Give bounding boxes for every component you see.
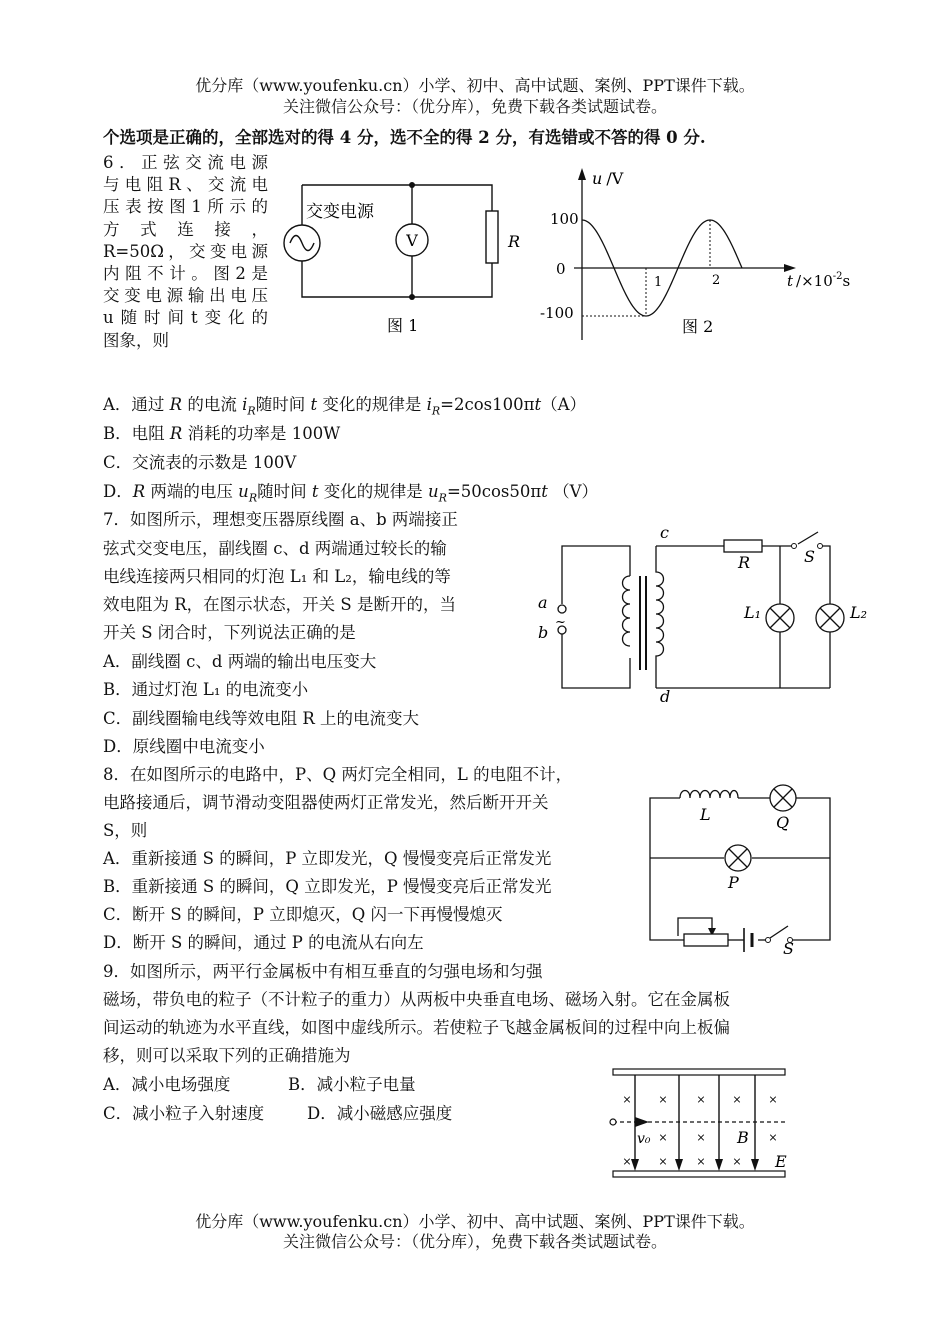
- q9-stem-line: 移，则可以采取下列的正确措施为: [103, 1046, 351, 1065]
- y-axis-arrow-icon: [578, 168, 586, 180]
- x-tick-2: 2: [712, 273, 721, 288]
- q6-stem-line: u随时间t变化的: [103, 308, 268, 328]
- q8-option-c: C．断开 S 的瞬间，P 立即熄灭，Q 闪一下再慢慢熄灭: [103, 905, 503, 924]
- label-r: R: [738, 553, 751, 572]
- lamp-q-icon: [770, 785, 796, 811]
- label-b: b: [538, 623, 549, 642]
- q7-stem-line: 弦式交变电压，副线圈 c、d 两端通过较长的输: [103, 539, 447, 558]
- q7-option-d: D．原线圈中电流变小: [103, 737, 265, 756]
- q6-option-d: D．R 两端的电压 $u_R$随时间 t 变化的规律是 $u_R=50\cos 50\pi t$ （V）: [103, 482, 599, 505]
- magnetic-field-cross: ×: [622, 1093, 632, 1106]
- voltmeter-label: V: [406, 231, 418, 250]
- label-p: P: [728, 873, 739, 892]
- upper-plate: [613, 1069, 785, 1075]
- lower-plate: [613, 1171, 785, 1177]
- q6-stem-line: 方式连接，: [103, 219, 268, 239]
- magnetic-field-cross: ×: [658, 1131, 668, 1144]
- q6-figure-2-chart: [530, 160, 870, 350]
- ac-symbol: ~: [555, 615, 566, 630]
- q6-stem-line: 交变电源输出电压: [103, 286, 268, 306]
- label-inductor: L: [700, 805, 711, 824]
- magnetic-field-cross: ×: [732, 1155, 742, 1168]
- section-intro: 个选项是正确的，全部选对的得 4 分，选不全的得 2 分，有选错或不答的得 0 分.: [103, 128, 706, 147]
- figure-2-caption: 图 2: [682, 317, 714, 336]
- q6-option-a: A．通过 R 的电流 $i_R$随时间 t 变化的规律是 $i_R=2\cos 100\pi t(A)$: [103, 395, 587, 418]
- q7-option-c: C．副线圈输电线等效电阻 R 上的电流变大: [103, 709, 420, 728]
- q6-stem-line: 6．正弦交流电源: [103, 153, 268, 172]
- y-axis-label: u /V: [592, 169, 624, 188]
- q9-option-d: D．减小磁感应强度: [307, 1104, 453, 1123]
- label-c: c: [660, 523, 669, 542]
- lamp-p-icon: [725, 845, 751, 871]
- battery-icon: [744, 928, 752, 952]
- q7-option-a: A．副线圈 c、d 两端的输出电压变大: [103, 652, 377, 671]
- q6-stem-line: 与电阻R、交流电: [103, 175, 268, 195]
- field-arrow-icon: [751, 1159, 759, 1171]
- label-b: B: [737, 1128, 749, 1147]
- label-switch: S: [783, 939, 794, 958]
- label-q: Q: [776, 813, 790, 832]
- magnetic-field-cross: ×: [696, 1131, 706, 1144]
- magnetic-field-cross: ×: [768, 1093, 778, 1106]
- q9-stem-line: 9．如图所示，两平行金属板中有相互垂直的匀强电场和匀强: [103, 962, 543, 981]
- label-d: d: [660, 687, 671, 706]
- x-axis-arrow-icon: [784, 264, 796, 272]
- q7-transformer-figure: [530, 520, 875, 710]
- x-tick-1: 1: [654, 275, 663, 290]
- field-arrow-icon: [675, 1159, 683, 1171]
- q9-option-c: C．减小粒子入射速度: [103, 1104, 265, 1123]
- q9-field-figure: [605, 1065, 795, 1185]
- q7-option-b: B．通过灯泡 L₁ 的电流变小: [103, 680, 309, 699]
- q8-option-d: D．断开 S 的瞬间，通过 P 的电流从右向左: [103, 933, 424, 952]
- q7-stem-line: 电线连接两只相同的灯泡 L₁ 和 L₂，输电线的等: [103, 567, 451, 586]
- magnetic-field-cross: ×: [658, 1093, 668, 1106]
- q9-option-b: B．减小粒子电量: [288, 1075, 416, 1094]
- footer-line-2: 关注微信公众号：（优分库），免费下载各类试题试卷。: [282, 1232, 667, 1251]
- q6-option-c: C．交流表的示数是 100V: [103, 453, 297, 472]
- particle-icon: [610, 1119, 616, 1125]
- source-label: 交变电源: [306, 202, 374, 222]
- q9-stem-line: 磁场，带负电的粒子（不计粒子的重力）从两板中央垂直电场、磁场入射。它在金属板: [103, 990, 730, 1009]
- x-axis-label: t $/\times 10^{-2}s$: [787, 271, 851, 290]
- q7-stem-line: 效电阻为 R，在图示状态，开关 S 是断开的，当: [103, 595, 456, 614]
- q8-stem-line: 8．在如图所示的电路中，P、Q 两灯完全相同，L 的电阻不计，: [103, 765, 573, 784]
- q9-stem-line: 间运动的轨迹为水平直线，如图中虚线所示。若使粒子飞越金属板间的过程中向上板偏: [103, 1018, 730, 1037]
- label-a: a: [538, 593, 548, 612]
- q8-circuit-figure: [640, 778, 840, 956]
- magnetic-field-cross: ×: [622, 1155, 632, 1168]
- q8-option-a: A．重新接通 S 的瞬间，P 立即发光，Q 慢慢变亮后正常发光: [103, 849, 552, 868]
- label-l2: L₂: [850, 603, 868, 622]
- magnetic-field-cross: ×: [658, 1155, 668, 1168]
- q8-stem-line: 电路接通后，调节滑动变阻器使两灯正常发光，然后断开开关: [103, 793, 549, 812]
- lamp-l2-icon: [816, 604, 844, 632]
- y-tick-0: 0: [556, 260, 566, 278]
- y-tick-100: 100: [550, 210, 579, 228]
- figure-1-caption: 图 1: [387, 316, 419, 335]
- line-resistor-icon: [724, 540, 762, 552]
- header-line-2: 关注微信公众号：（优分库），免费下载各类试题试卷。: [282, 97, 667, 116]
- label-v0: v₀: [637, 1131, 651, 1147]
- q6-stem: [103, 152, 268, 352]
- q6-stem-line: R=50Ω，交变电源: [103, 241, 268, 261]
- magnetic-field-cross: ×: [696, 1155, 706, 1168]
- label-s: S: [804, 547, 815, 566]
- q7-stem-line: 开关 S 闭合时，下列说法正确的是: [103, 623, 356, 642]
- magnetic-field-cross: ×: [732, 1093, 742, 1106]
- magnetic-field-cross: ×: [696, 1093, 706, 1106]
- q8-stem-line: S，则: [103, 821, 148, 840]
- q6-option-b: B．电阻 R 消耗的功率是 100W: [103, 424, 341, 443]
- resistor-icon: [486, 211, 498, 263]
- q9-option-a: A．减小电场强度: [103, 1075, 231, 1094]
- q6-figure-1: [280, 175, 521, 340]
- label-e: E: [775, 1152, 787, 1171]
- q6-stem-line: 内阻不计。图2是: [103, 263, 268, 283]
- label-l1: L₁: [744, 603, 762, 622]
- q8-option-b: B．重新接通 S 的瞬间，Q 立即发光，P 慢慢变亮后正常发光: [103, 877, 552, 896]
- field-arrow-icon: [715, 1159, 723, 1171]
- footer-line-1: 优分库（www.youfenku.cn）小学、初中、高中试题、案例、PPT课件下载。: [195, 1212, 755, 1231]
- field-arrow-icon: [631, 1159, 639, 1171]
- y-tick-minus-100: -100: [540, 304, 574, 322]
- resistor-label: R: [508, 232, 521, 251]
- q6-stem-line: 压表按图1所示的: [103, 197, 268, 217]
- header-line-1: 优分库（www.youfenku.cn）小学、初中、高中试题、案例、PPT课件下载。: [195, 76, 755, 95]
- velocity-arrow-icon: [635, 1117, 649, 1127]
- lamp-l1-icon: [766, 604, 794, 632]
- q7-stem-line: 7．如图所示，理想变压器原线圈 a、b 两端接正: [103, 510, 458, 529]
- rheostat-icon: [684, 934, 728, 946]
- magnetic-field-cross: ×: [768, 1131, 778, 1144]
- q6-stem-line: 图象，则: [103, 330, 169, 350]
